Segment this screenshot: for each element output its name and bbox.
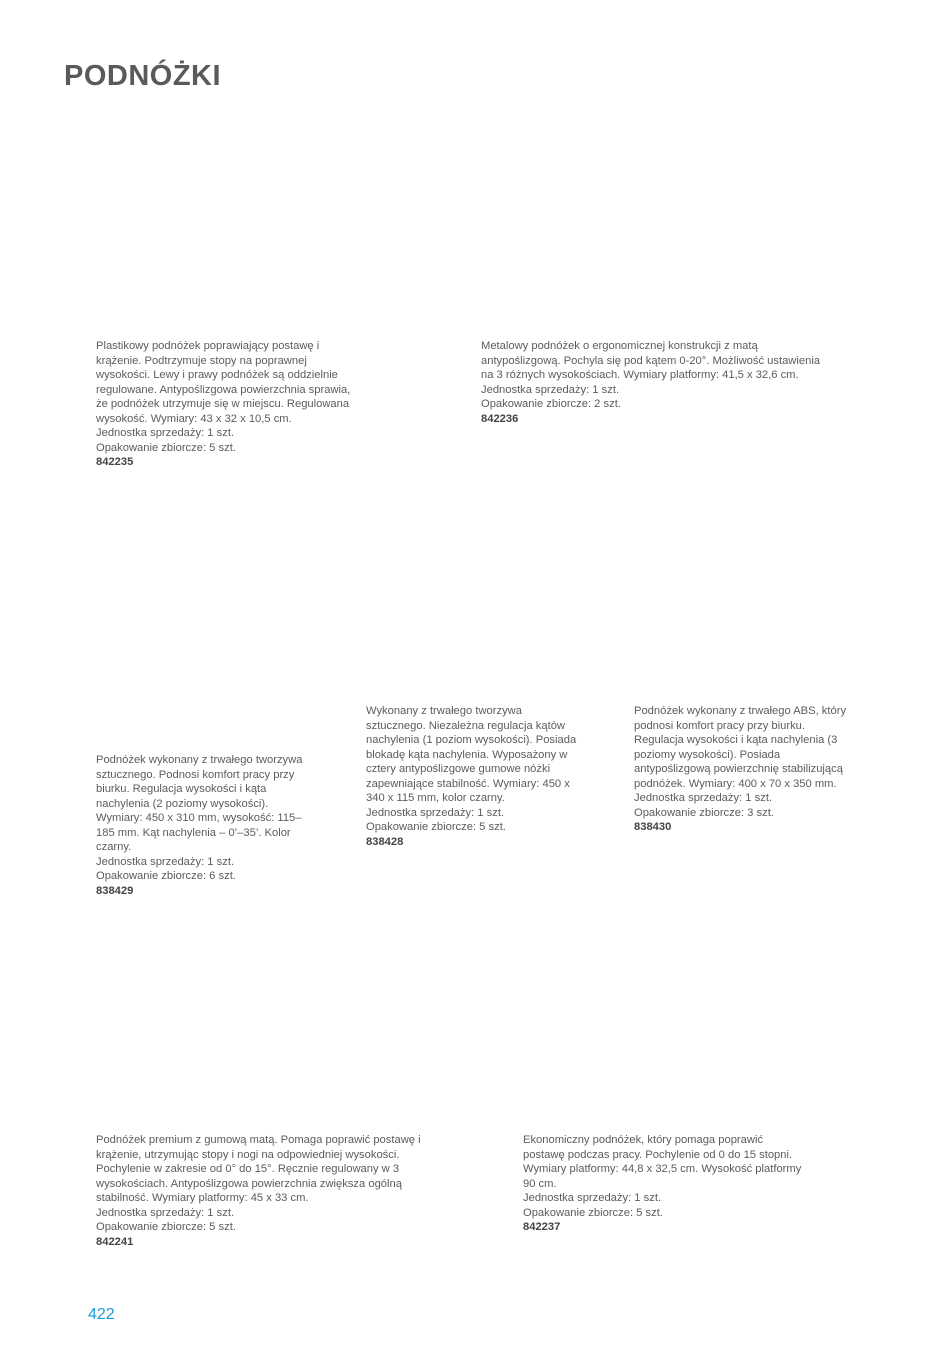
product-842235 xyxy=(96,339,360,470)
product-bulk-pack: Opakowanie zbiorcze: 3 szt. xyxy=(634,806,774,819)
product-code: 842235 xyxy=(96,456,134,468)
product-838428 xyxy=(366,704,580,849)
product-sales-unit: Jednostka sprzedaży: 1 szt. xyxy=(634,792,773,804)
product-842236 xyxy=(481,339,831,426)
product-description: Wykonany z trwałego tworzywa sztucznego. Niezależna regulacja kątów nachylenia (1 poziom wysokości). Posiada blokadę kąta nachylenia. Wyposażony w cztery antypoślizgowe gumowe nóżki zapewniające stabilność. Wymiary: 450 x 340 x 115 mm, kolor czarny. xyxy=(366,705,577,804)
page-number: 422 xyxy=(88,1306,115,1323)
product-bulk-pack: Opakowanie zbiorcze: 5 szt. xyxy=(523,1206,663,1219)
product-code: 842236 xyxy=(481,412,519,425)
product-bulk-pack: Opakowanie zbiorcze: 5 szt. xyxy=(96,441,236,454)
product-bulk-pack: Opakowanie zbiorcze: 6 szt. xyxy=(96,870,236,882)
product-code: 842241 xyxy=(96,1235,134,1248)
product-bulk-pack: Opakowanie zbiorcze: 5 szt. xyxy=(366,821,506,833)
product-sales-unit: Jednostka sprzedaży: 1 szt. xyxy=(96,855,235,868)
product-842241 xyxy=(96,1133,426,1249)
product-description: Podnóżek premium z gumową matą. Pomaga poprawić postawę i krążenie, utrzymując stopy i nogi na odpowiedniej wysokości. Pochylenie w zakresie od 0° do 15°. Ręcznie regulowany w 3 wysokościach. Antypoślizgowa powierzchnia zwiększa ogólną stabilność. Wymiary platformy: 45 x 33 cm. xyxy=(96,1134,421,1204)
product-sales-unit: Jednostka sprzedaży: 1 szt. xyxy=(366,806,505,819)
product-842237 xyxy=(523,1133,805,1235)
product-sales-unit: Jednostka sprzedaży: 1 szt. xyxy=(481,383,620,396)
product-description: Ekonomiczny podnóżek, który pomaga poprawić postawę podczas pracy. Pochylenie od 0 do 15 stopni. Wymiary platformy: 44,8 x 32,5 cm. Wysokość platformy 90 cm. xyxy=(523,1134,802,1190)
product-code: 842237 xyxy=(523,1221,561,1233)
product-bulk-pack: Opakowanie zbiorcze: 2 szt. xyxy=(481,398,621,410)
product-sales-unit: Jednostka sprzedaży: 1 szt. xyxy=(96,427,235,439)
product-838430 xyxy=(634,704,854,835)
product-sales-unit: Jednostka sprzedaży: 1 szt. xyxy=(96,1206,235,1219)
product-code: 838430 xyxy=(634,821,672,833)
product-sales-unit: Jednostka sprzedaży: 1 szt. xyxy=(523,1192,662,1204)
product-code: 838429 xyxy=(96,884,134,897)
product-code: 838428 xyxy=(366,835,404,848)
product-838429 xyxy=(96,753,304,898)
product-description: Plastikowy podnóżek poprawiający postawę i krążenie. Podtrzymuje stopy na poprawnej wysokości. Lewy i prawy podnóżek są oddzielnie regulowane. Antypoślizgowa powierzchnia sprawia, że podnóżek utrzymuje się w miejscu. Regulowana wysokość. Wymiary: 43 x 32 x 10,5 cm. xyxy=(96,340,351,425)
product-description: Metalowy podnóżek o ergonomicznej konstrukcji z matą antypoślizgową. Pochyla się pod kątem 0-20°. Możliwość ustawienia na 3 różnych wysokościach. Wymiary platformy: 41,5 x 32,6 cm. xyxy=(481,340,821,381)
product-description: Podnóżek wykonany z trwałego tworzywa sztucznego. Podnosi komfort pracy przy biurku. Regulacja wysokości i kąta nachylenia (2 poziomy wysokości). Wymiary: 450 x 310 mm, wysokość: 115–185 mm. Kąt nachylenia – 0’–35’. Kolor czarny. xyxy=(96,754,303,853)
product-bulk-pack: Opakowanie zbiorcze: 5 szt. xyxy=(96,1221,236,1233)
page-title: PODNÓŻKI xyxy=(64,60,222,92)
product-description: Podnóżek wykonany z trwałego ABS, który podnosi komfort pracy przy biurku. Regulacja wysokości i kąta nachylenia (3 poziomy wysokości). Posiada antypoślizgową powierzchnię stabilizującą podnóżek. Wymiary: 400 x 70 x 350 mm. xyxy=(634,705,847,790)
